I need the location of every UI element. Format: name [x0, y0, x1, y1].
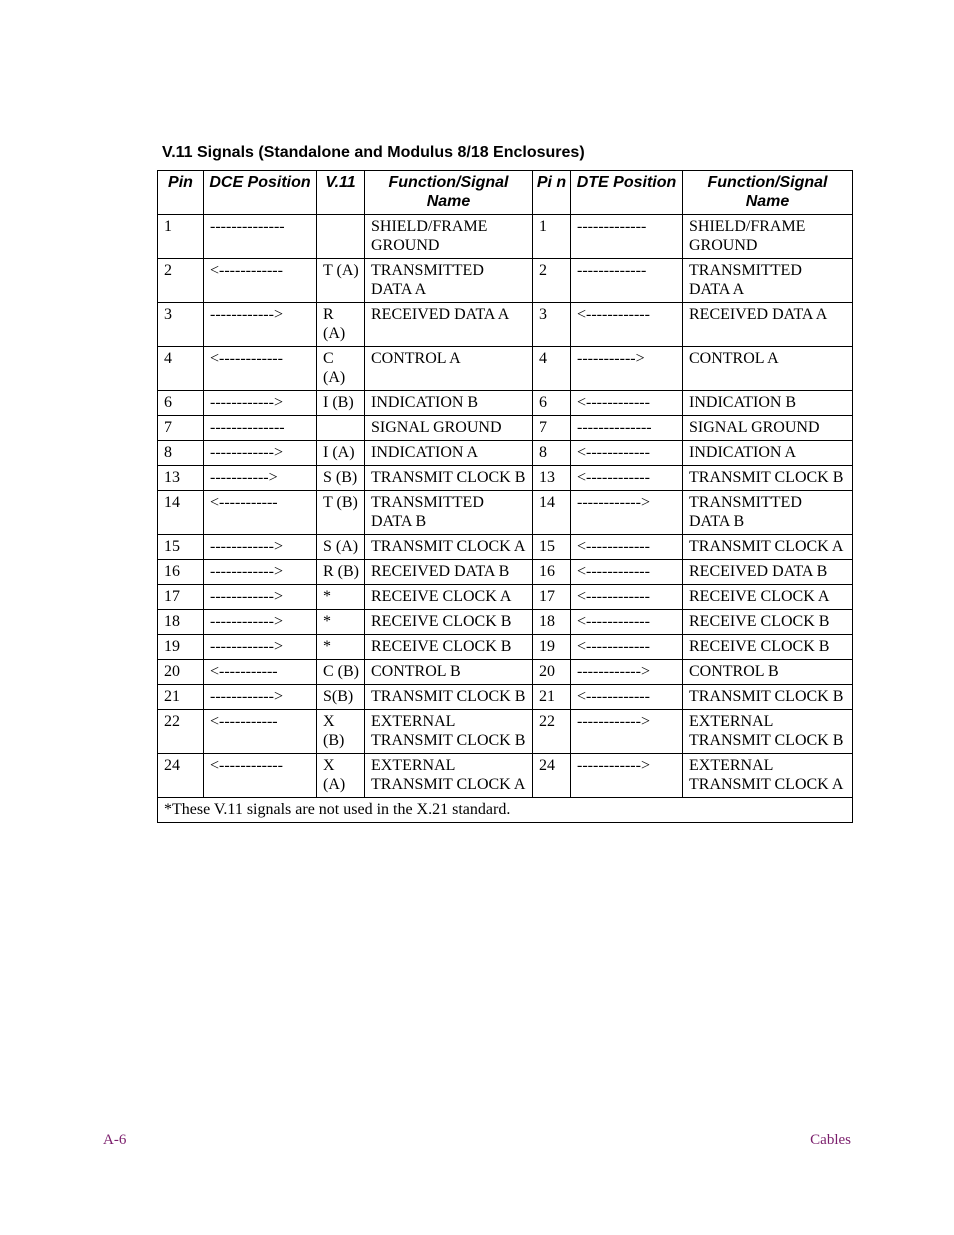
table-row [158, 259, 853, 303]
dte-function-cell: EXTERNAL TRANSMIT CLOCK A [683, 754, 853, 798]
table-row [158, 215, 853, 259]
v11-cell: R (B) [317, 560, 365, 585]
dte-position-cell: <------------ [571, 685, 683, 710]
v11-cell: T (A) [317, 259, 365, 303]
dte-position-cell: <------------ [571, 535, 683, 560]
dce-position-cell: ------------> [204, 535, 317, 560]
dce-function-cell: TRANSMITTED DATA A [365, 259, 533, 303]
pin-cell: 4 [158, 347, 204, 391]
dce-function-cell: TRANSMIT CLOCK B [365, 685, 533, 710]
dte-position-cell: <------------ [571, 303, 683, 347]
table-row [158, 585, 853, 610]
dte-function-cell: INDICATION B [683, 391, 853, 416]
v11-cell: * [317, 635, 365, 660]
v11-cell: R (A) [317, 303, 365, 347]
dte-function-cell: TRANSMIT CLOCK A [683, 535, 853, 560]
table-row [158, 491, 853, 535]
dte-pin-cell: 22 [533, 710, 571, 754]
pin-cell: 16 [158, 560, 204, 585]
dce-position-cell: ------------> [204, 391, 317, 416]
page-number: A-6 [103, 1132, 127, 1148]
dte-pin-cell: 6 [533, 391, 571, 416]
dte-position-cell: <------------ [571, 585, 683, 610]
dce-function-cell: RECEIVE CLOCK A [365, 585, 533, 610]
header-row [158, 171, 853, 215]
dce-position-cell: ------------> [204, 635, 317, 660]
table-note: *These V.11 signals are not used in the X.21 standard. [158, 798, 853, 823]
header-pin: Pin [158, 171, 204, 215]
section-name: Cables [810, 1132, 851, 1148]
dte-position-cell: ------------- [571, 259, 683, 303]
v11-cell [317, 215, 365, 259]
dte-function-cell: TRANSMITTED DATA B [683, 491, 853, 535]
note-row [158, 798, 853, 823]
dte-function-cell: RECEIVE CLOCK A [683, 585, 853, 610]
dce-position-cell: ------------> [204, 560, 317, 585]
dte-position-cell: <------------ [571, 610, 683, 635]
header-dce-function: Function/Signal Name [365, 171, 533, 215]
dce-function-cell: TRANSMIT CLOCK A [365, 535, 533, 560]
dte-pin-cell: 21 [533, 685, 571, 710]
dce-function-cell: INDICATION B [365, 391, 533, 416]
dte-position-cell: <------------ [571, 466, 683, 491]
pin-cell: 14 [158, 491, 204, 535]
table-row [158, 610, 853, 635]
dce-position-cell: <------------ [204, 754, 317, 798]
dce-position-cell: <----------- [204, 710, 317, 754]
dte-pin-cell: 13 [533, 466, 571, 491]
dte-pin-cell: 14 [533, 491, 571, 535]
v11-cell: I (B) [317, 391, 365, 416]
dte-pin-cell: 4 [533, 347, 571, 391]
dce-position-cell: ------------> [204, 685, 317, 710]
table-row [158, 347, 853, 391]
dce-function-cell: TRANSMITTED DATA B [365, 491, 533, 535]
dce-position-cell: -------------- [204, 215, 317, 259]
v11-cell [317, 416, 365, 441]
v11-cell: S (A) [317, 535, 365, 560]
dce-position-cell: <----------- [204, 491, 317, 535]
dte-position-cell: -------------- [571, 416, 683, 441]
dte-position-cell: -----------> [571, 347, 683, 391]
dce-position-cell: ------------> [204, 303, 317, 347]
dte-position-cell: ------------> [571, 710, 683, 754]
table-row [158, 416, 853, 441]
dte-function-cell: RECEIVED DATA A [683, 303, 853, 347]
dte-position-cell: ------------> [571, 754, 683, 798]
table-row [158, 754, 853, 798]
dte-pin-cell: 15 [533, 535, 571, 560]
dce-position-cell: ------------> [204, 441, 317, 466]
table-caption: V.11 Signals (Standalone and Modulus 8/18 Enclosures) [162, 144, 585, 161]
table-row [158, 710, 853, 754]
table-row [158, 635, 853, 660]
dce-function-cell: RECEIVE CLOCK B [365, 635, 533, 660]
dte-function-cell: SIGNAL GROUND [683, 416, 853, 441]
v11-signals-table [157, 170, 853, 823]
dte-function-cell: TRANSMIT CLOCK B [683, 466, 853, 491]
dte-position-cell: ------------> [571, 491, 683, 535]
dce-function-cell: TRANSMIT CLOCK B [365, 466, 533, 491]
pin-cell: 24 [158, 754, 204, 798]
dce-position-cell: -------------- [204, 416, 317, 441]
dce-position-cell: <----------- [204, 660, 317, 685]
dte-pin-cell: 16 [533, 560, 571, 585]
header-dte-function: Function/Signal Name [683, 171, 853, 215]
v11-cell: C (A) [317, 347, 365, 391]
v11-cell: X (A) [317, 754, 365, 798]
dte-function-cell: RECEIVED DATA B [683, 560, 853, 585]
pin-cell: 20 [158, 660, 204, 685]
table-row [158, 660, 853, 685]
dte-pin-cell: 2 [533, 259, 571, 303]
dte-pin-cell: 20 [533, 660, 571, 685]
dte-pin-cell: 3 [533, 303, 571, 347]
v11-cell: * [317, 585, 365, 610]
header-v11: V.11 [317, 171, 365, 215]
table-row [158, 466, 853, 491]
pin-cell: 7 [158, 416, 204, 441]
dce-function-cell: RECEIVED DATA B [365, 560, 533, 585]
dce-function-cell: RECEIVE CLOCK B [365, 610, 533, 635]
dce-function-cell: CONTROL A [365, 347, 533, 391]
dce-position-cell: ------------> [204, 610, 317, 635]
pin-cell: 13 [158, 466, 204, 491]
v11-cell: C (B) [317, 660, 365, 685]
dte-pin-cell: 17 [533, 585, 571, 610]
dte-pin-cell: 24 [533, 754, 571, 798]
dte-pin-cell: 8 [533, 441, 571, 466]
table-row [158, 685, 853, 710]
dte-function-cell: TRANSMIT CLOCK B [683, 685, 853, 710]
pin-cell: 21 [158, 685, 204, 710]
header-dte-position: DTE Position [571, 171, 683, 215]
dte-pin-cell: 19 [533, 635, 571, 660]
dce-function-cell: INDICATION A [365, 441, 533, 466]
v11-cell: I (A) [317, 441, 365, 466]
v11-cell: * [317, 610, 365, 635]
dte-position-cell: <------------ [571, 441, 683, 466]
dce-function-cell: EXTERNAL TRANSMIT CLOCK A [365, 754, 533, 798]
dte-function-cell: EXTERNAL TRANSMIT CLOCK B [683, 710, 853, 754]
dce-function-cell: SIGNAL GROUND [365, 416, 533, 441]
dce-position-cell: <------------ [204, 259, 317, 303]
v11-cell: S(B) [317, 685, 365, 710]
pin-cell: 8 [158, 441, 204, 466]
pin-cell: 2 [158, 259, 204, 303]
dte-function-cell: CONTROL A [683, 347, 853, 391]
dte-function-cell: CONTROL B [683, 660, 853, 685]
dce-function-cell: RECEIVED DATA A [365, 303, 533, 347]
pin-cell: 6 [158, 391, 204, 416]
pin-cell: 19 [158, 635, 204, 660]
dce-function-cell: SHIELD/FRAME GROUND [365, 215, 533, 259]
pin-cell: 18 [158, 610, 204, 635]
dte-function-cell: INDICATION A [683, 441, 853, 466]
dte-pin-cell: 1 [533, 215, 571, 259]
pin-cell: 3 [158, 303, 204, 347]
dte-pin-cell: 7 [533, 416, 571, 441]
table-row [158, 560, 853, 585]
header-dce-position: DCE Position [204, 171, 317, 215]
dte-pin-cell: 18 [533, 610, 571, 635]
dce-position-cell: -----------> [204, 466, 317, 491]
pin-cell: 1 [158, 215, 204, 259]
dte-position-cell: <------------ [571, 560, 683, 585]
v11-cell: T (B) [317, 491, 365, 535]
table-row [158, 303, 853, 347]
dce-position-cell: ------------> [204, 585, 317, 610]
header-dte-pin: Pi n [533, 171, 571, 215]
dte-position-cell: ------------- [571, 215, 683, 259]
table-row [158, 441, 853, 466]
dte-function-cell: SHIELD/FRAME GROUND [683, 215, 853, 259]
dte-position-cell: <------------ [571, 635, 683, 660]
dte-function-cell: RECEIVE CLOCK B [683, 635, 853, 660]
v11-cell: S (B) [317, 466, 365, 491]
pin-cell: 17 [158, 585, 204, 610]
pin-cell: 22 [158, 710, 204, 754]
dte-position-cell: ------------> [571, 660, 683, 685]
pin-cell: 15 [158, 535, 204, 560]
table-row [158, 391, 853, 416]
dce-position-cell: <------------ [204, 347, 317, 391]
v11-cell: X (B) [317, 710, 365, 754]
table-row [158, 535, 853, 560]
dte-position-cell: <------------ [571, 391, 683, 416]
dce-function-cell: EXTERNAL TRANSMIT CLOCK B [365, 710, 533, 754]
dte-function-cell: RECEIVE CLOCK B [683, 610, 853, 635]
dte-function-cell: TRANSMITTED DATA A [683, 259, 853, 303]
dce-function-cell: CONTROL B [365, 660, 533, 685]
